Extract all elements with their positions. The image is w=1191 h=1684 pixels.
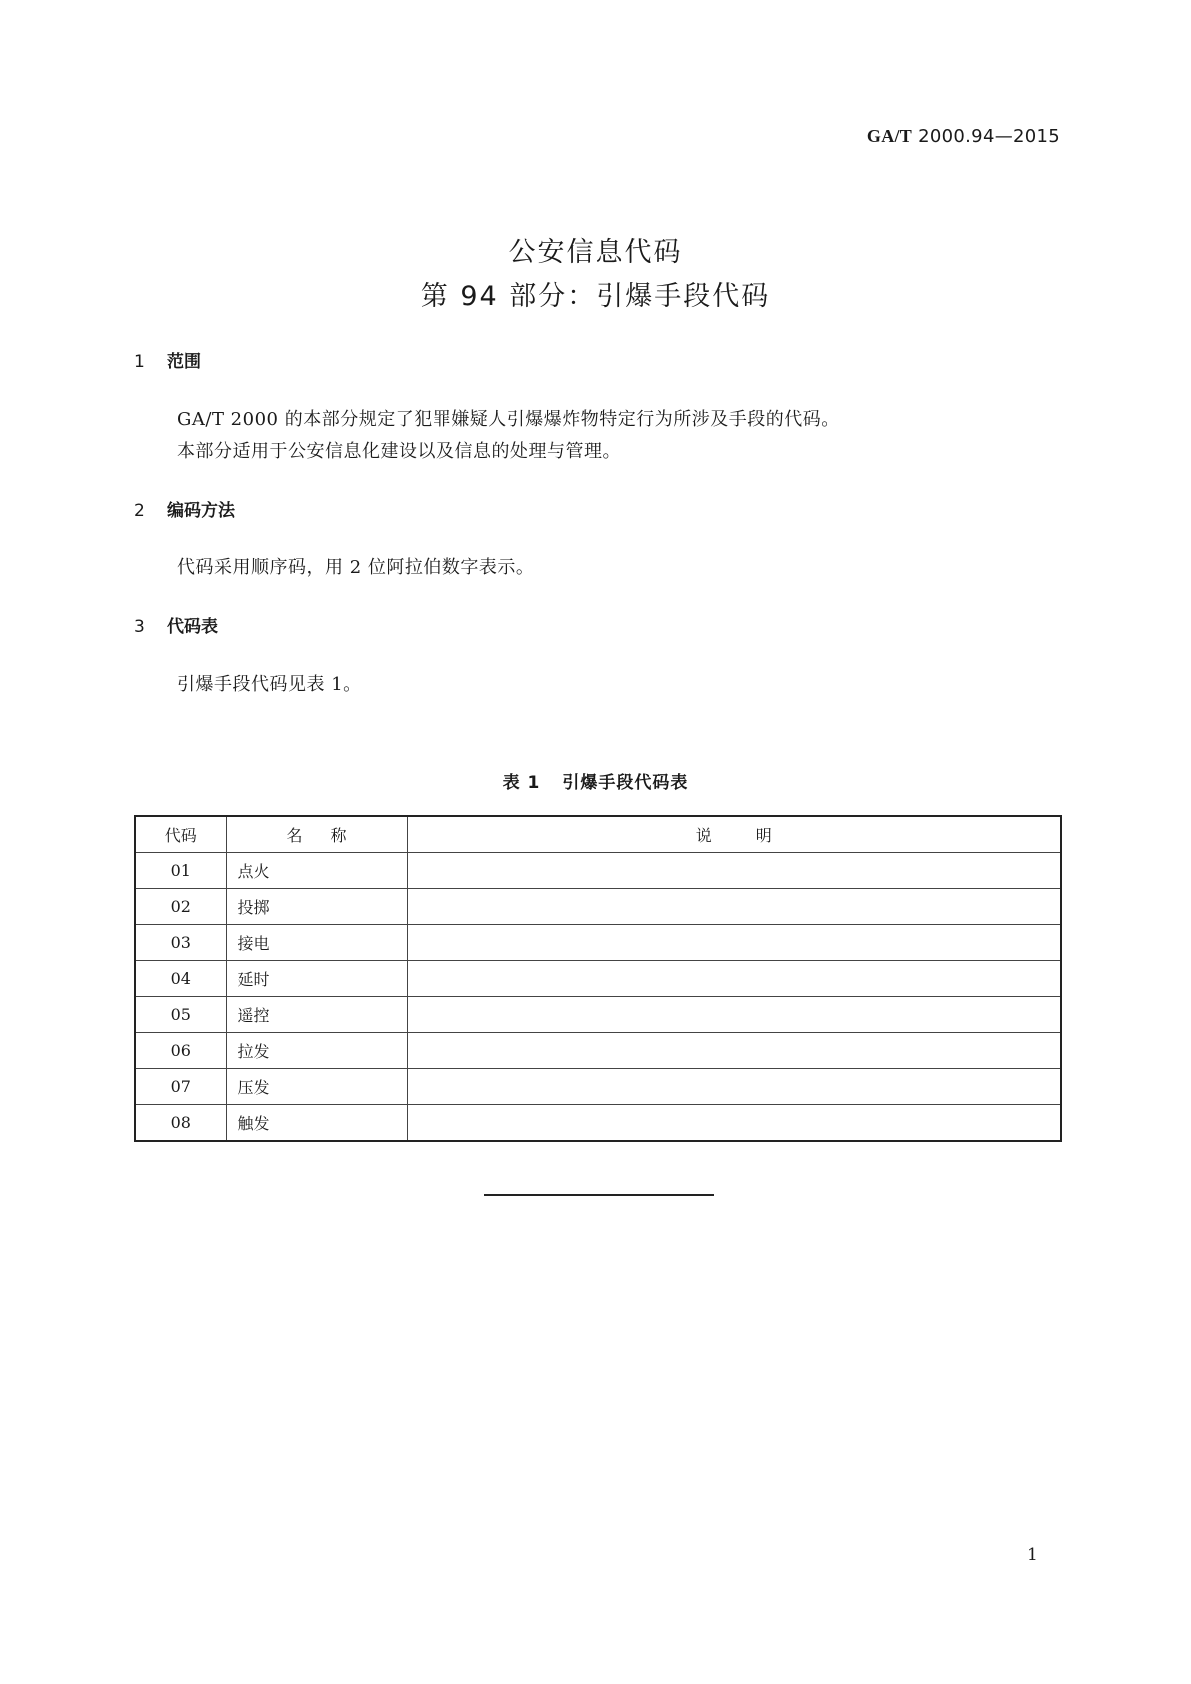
table-caption-title: 引爆手段代码表 bbox=[562, 773, 689, 793]
name-cell: 压发 bbox=[226, 1069, 407, 1105]
column-header-code: 代码 bbox=[135, 816, 226, 853]
column-header-name-text: 名称 bbox=[286, 826, 375, 845]
standard-code: 2000.94—2015 bbox=[918, 126, 1060, 147]
end-rule bbox=[484, 1194, 714, 1196]
code-cell: 03 bbox=[135, 925, 226, 961]
description-cell bbox=[407, 925, 1061, 961]
description-cell bbox=[407, 853, 1061, 889]
name-cell: 点火 bbox=[226, 853, 407, 889]
code-cell: 08 bbox=[135, 1105, 226, 1142]
description-cell bbox=[407, 997, 1061, 1033]
description-cell bbox=[407, 1069, 1061, 1105]
paragraph: 引爆手段代码见表 1。 bbox=[177, 674, 362, 695]
section-title: 范围 bbox=[167, 352, 201, 372]
paragraph: 本部分适用于公安信息化建设以及信息的处理与管理。 bbox=[177, 441, 621, 462]
column-header-name bbox=[226, 816, 407, 853]
table-row bbox=[135, 961, 1061, 997]
table-row bbox=[135, 889, 1061, 925]
code-table bbox=[134, 815, 1062, 1142]
section-title: 编码方法 bbox=[167, 501, 235, 521]
code-cell: 07 bbox=[135, 1069, 226, 1105]
name-cell: 延时 bbox=[226, 961, 407, 997]
standard-number bbox=[867, 126, 1060, 147]
paragraph: 代码采用顺序码，用 2 位阿拉伯数字表示。 bbox=[177, 557, 535, 578]
document-title: 公安信息代码 bbox=[508, 237, 683, 268]
section-heading-encoding bbox=[134, 496, 235, 521]
code-cell: 05 bbox=[135, 997, 226, 1033]
paragraph: GA/T 2000 的本部分规定了犯罪嫌疑人引爆爆炸物特定行为所涉及手段的代码。 bbox=[177, 409, 840, 430]
table-caption bbox=[0, 768, 1191, 793]
table-row bbox=[135, 997, 1061, 1033]
column-header-description-text: 说明 bbox=[695, 826, 816, 845]
name-cell: 拉发 bbox=[226, 1033, 407, 1069]
standard-prefix: GA/T bbox=[866, 126, 913, 146]
code-cell: 01 bbox=[135, 853, 226, 889]
description-cell bbox=[407, 889, 1061, 925]
section-number: 2 bbox=[134, 501, 145, 521]
name-cell: 遥控 bbox=[226, 997, 407, 1033]
name-cell: 投掷 bbox=[226, 889, 407, 925]
table-row bbox=[135, 1033, 1061, 1069]
column-header-description bbox=[407, 816, 1061, 853]
section-number: 3 bbox=[134, 617, 145, 637]
table-caption-label: 表 1 bbox=[502, 773, 541, 793]
table-header-row bbox=[135, 816, 1061, 853]
name-cell: 触发 bbox=[226, 1105, 407, 1142]
code-cell: 06 bbox=[135, 1033, 226, 1069]
code-cell: 04 bbox=[135, 961, 226, 997]
section-heading-scope bbox=[134, 347, 201, 372]
name-cell: 接电 bbox=[226, 925, 407, 961]
description-cell bbox=[407, 1033, 1061, 1069]
table-row bbox=[135, 853, 1061, 889]
table-row bbox=[135, 1105, 1061, 1142]
description-cell bbox=[407, 961, 1061, 997]
section-heading-code-table bbox=[134, 612, 218, 637]
section-title: 代码表 bbox=[167, 617, 218, 637]
section-number: 1 bbox=[134, 352, 145, 372]
code-cell: 02 bbox=[135, 889, 226, 925]
description-cell bbox=[407, 1105, 1061, 1142]
table-row bbox=[135, 925, 1061, 961]
document-subtitle: 第 94 部分：引爆手段代码 bbox=[420, 281, 771, 312]
page-number: 1 bbox=[1027, 1545, 1038, 1565]
table-row bbox=[135, 1069, 1061, 1105]
